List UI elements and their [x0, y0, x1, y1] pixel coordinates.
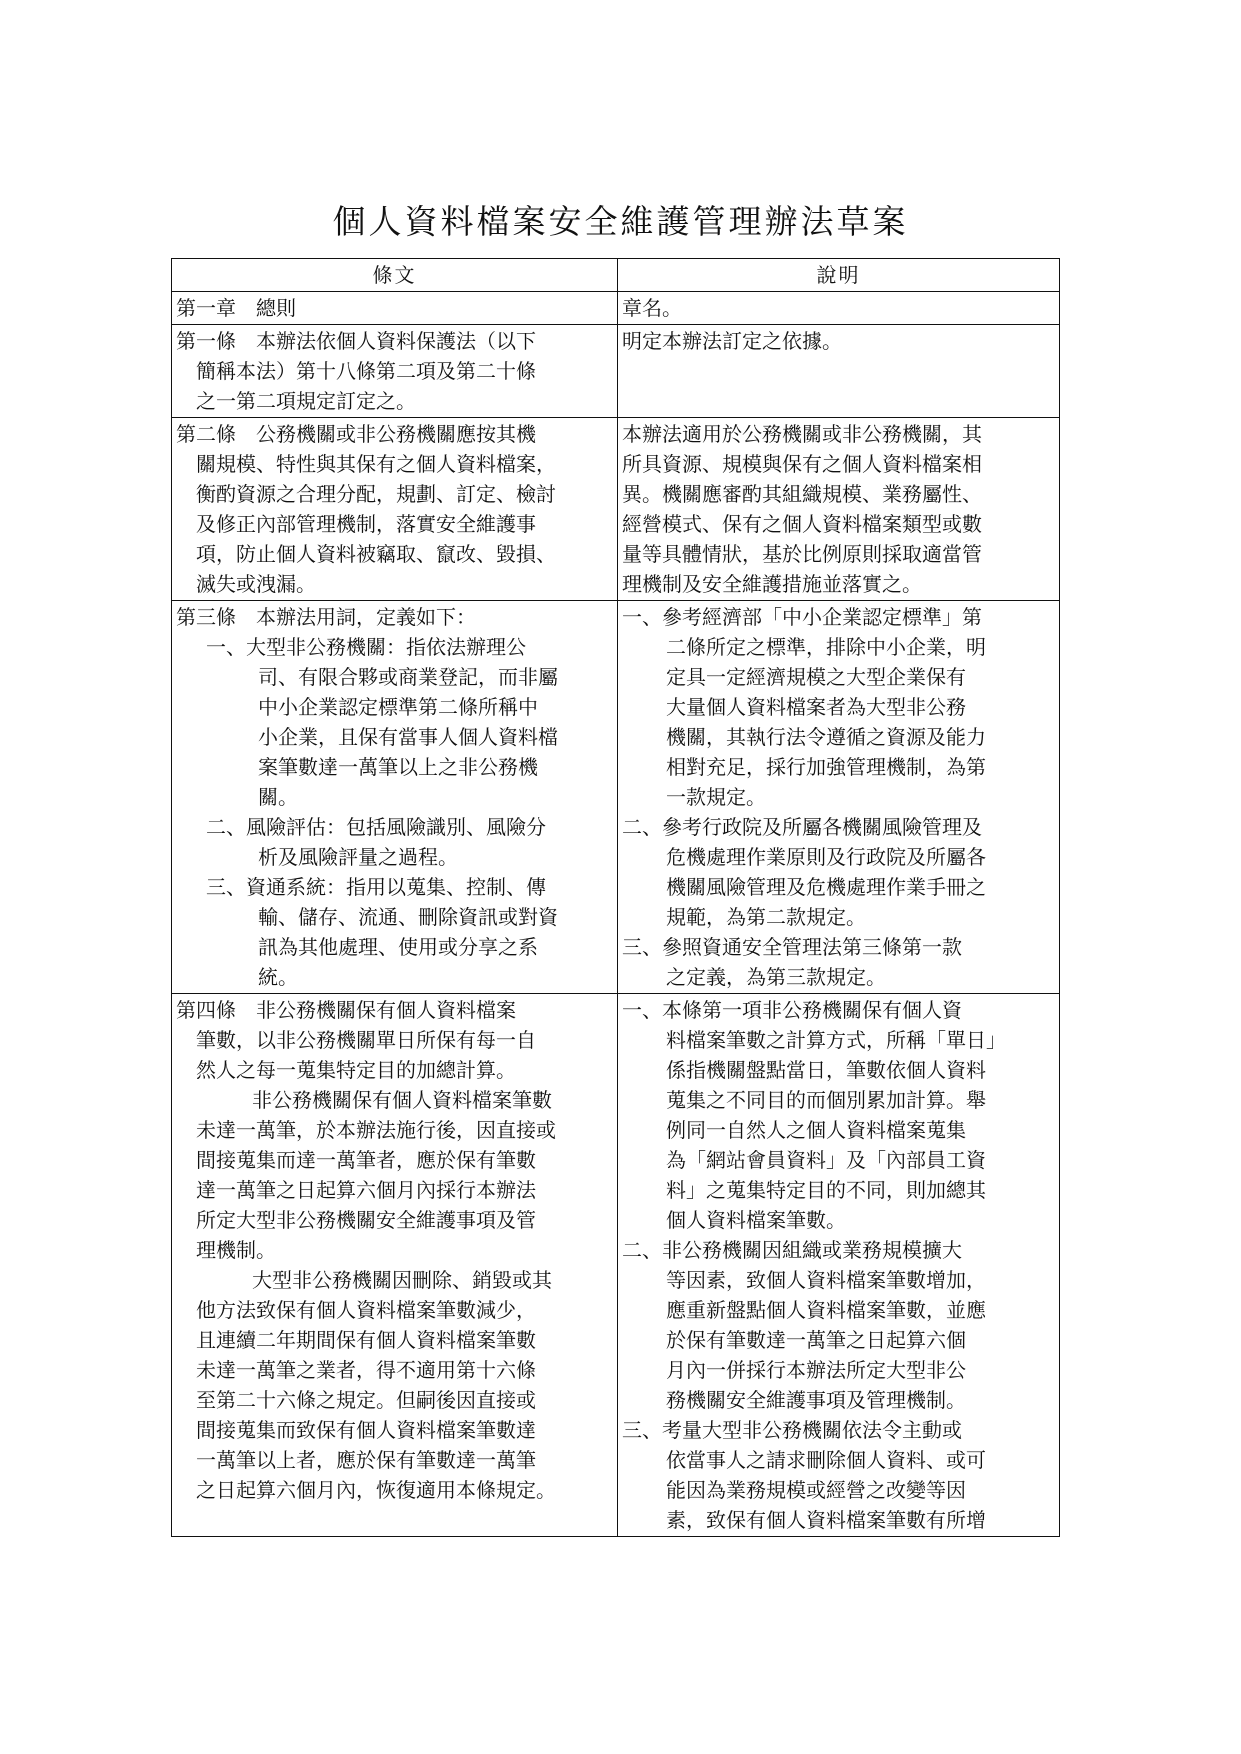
page-title: 個人資料檔案安全維護管理辦法草案: [332, 202, 909, 241]
explanation-line: 依當事人之請求刪除個人資料、或可: [666, 1448, 986, 1472]
article-line: 衡酌資源之合理分配，規劃、訂定、檢討: [196, 482, 556, 506]
explanation-line: 二條所定之標準，排除中小企業，明: [666, 635, 986, 659]
explanation-line: 務機關安全維護事項及管理機制。: [666, 1388, 966, 1412]
table-row: [172, 292, 1060, 325]
article-line: 間接蒐集而達一萬筆者，應於保有筆數: [196, 1148, 536, 1172]
article-line: 筆數，以非公務機關單日所保有每一自: [196, 1028, 536, 1052]
explanation-line: 蒐集之不同目的而個別累加計算。舉: [666, 1088, 986, 1112]
explanation-line: 規範，為第二款規定。: [666, 905, 866, 929]
article-line: 之日起算六個月內，恢復適用本條規定。: [196, 1478, 556, 1502]
article-line: 且連續二年期間保有個人資料檔案筆數: [196, 1328, 536, 1352]
article-line: 第一章 總則: [176, 296, 296, 320]
article-line: 滅失或洩漏。: [196, 572, 316, 596]
definition-item-line: 輸、儲存、流通、刪除資訊或對資: [258, 905, 558, 929]
article-line: 未達一萬筆，於本辦法施行後，因直接或: [196, 1118, 556, 1142]
explanation-item: 二、參考行政院及所屬各機關風險管理及: [622, 815, 982, 839]
article-line: 關規模、特性與其保有之個人資料檔案，: [196, 452, 556, 476]
explanation-line: 月內一併採行本辦法所定大型非公: [666, 1358, 966, 1382]
definition-item-line: 案筆數達一萬筆以上之非公務機: [258, 755, 538, 779]
article-line: 未達一萬筆之業者，得不適用第十六條: [196, 1358, 536, 1382]
column-header-article: 條文: [172, 259, 618, 292]
article-cell: [172, 601, 618, 994]
explanation-line: 理機制及安全維護措施並落實之。: [622, 572, 922, 596]
article-line: 他方法致保有個人資料檔案筆數減少，: [196, 1298, 536, 1322]
explanation-line: 個人資料檔案筆數。: [666, 1208, 846, 1232]
article-cell: [172, 325, 618, 418]
definition-item-line: 小企業，且保有當事人個人資料檔: [258, 725, 558, 749]
explanation-line: 能因為業務規模或經營之改變等因: [666, 1478, 966, 1502]
explanation-line: 料」之蒐集特定目的不同，則加總其: [666, 1178, 986, 1202]
definition-item-line: 析及風險評量之過程。: [258, 845, 458, 869]
explanation-cell: [618, 601, 1060, 994]
definition-item-line: 統。: [258, 965, 298, 989]
explanation-line: 於保有筆數達一萬筆之日起算六個: [666, 1328, 966, 1352]
explanation-line: 係指機關盤點當日，筆數依個人資料: [666, 1058, 986, 1082]
article-line: 第二條 公務機關或非公務機關應按其機: [176, 422, 536, 446]
article-cell: [172, 418, 618, 601]
definition-item: 三、資通系統：指用以蒐集、控制、傳: [206, 875, 546, 899]
article-line: 及修正內部管理機制，落實安全維護事: [196, 512, 536, 536]
explanation-line: 危機處理作業原則及行政院及所屬各: [666, 845, 986, 869]
table-row: [172, 601, 1060, 994]
explanation-line: 一款規定。: [666, 785, 766, 809]
table-row: [172, 418, 1060, 601]
table-row: [172, 325, 1060, 418]
explanation-line: 之定義，為第三款規定。: [666, 965, 886, 989]
explanation-cell: [618, 325, 1060, 418]
paragraph-start: 非公務機關保有個人資料檔案筆數: [252, 1088, 552, 1112]
explanation-cell: [618, 418, 1060, 601]
explanation-line: 章名。: [622, 296, 682, 320]
explanation-line: 例同一自然人之個人資料檔案蒐集: [666, 1118, 966, 1142]
article-cell: [172, 994, 618, 1537]
explanation-line: 本辦法適用於公務機關或非公務機關，其: [622, 422, 982, 446]
explanation-cell: [618, 994, 1060, 1537]
article-cell: [172, 292, 618, 325]
article-line: 至第二十六條之規定。但嗣後因直接或: [196, 1388, 536, 1412]
explanation-item: 一、本條第一項非公務機關保有個人資: [622, 998, 962, 1022]
article-line: 間接蒐集而致保有個人資料檔案筆數達: [196, 1418, 536, 1442]
explanation-line: 機關，其執行法令遵循之資源及能力: [666, 725, 986, 749]
explanation-line: 應重新盤點個人資料檔案筆數，並應: [666, 1298, 986, 1322]
explanation-cell: [618, 292, 1060, 325]
definition-item-line: 司、有限合夥或商業登記，而非屬: [258, 665, 558, 689]
article-line: 第一條 本辦法依個人資料保護法（以下: [176, 329, 536, 353]
explanation-line: 等因素，致個人資料檔案筆數增加，: [666, 1268, 986, 1292]
table-row: [172, 994, 1060, 1537]
article-line: 然人之每一蒐集特定目的加總計算。: [196, 1058, 516, 1082]
regulation-table: [171, 258, 1060, 1537]
definition-item: 二、風險評估：包括風險識別、風險分: [206, 815, 546, 839]
explanation-line: 定具一定經濟規模之大型企業保有: [666, 665, 966, 689]
explanation-line: 經營模式、保有之個人資料檔案類型或數: [622, 512, 982, 536]
definition-item-line: 關。: [258, 785, 298, 809]
explanation-item: 三、參照資通安全管理法第三條第一款: [622, 935, 962, 959]
article-line: 第四條 非公務機關保有個人資料檔案: [176, 998, 516, 1022]
explanation-line: 素，致保有個人資料檔案筆數有所增: [666, 1508, 986, 1532]
definition-item: 一、大型非公務機關：指依法辦理公: [206, 635, 526, 659]
article-line: 所定大型非公務機關安全維護事項及管: [196, 1208, 536, 1232]
explanation-line: 大量個人資料檔案者為大型非公務: [666, 695, 966, 719]
explanation-item: 一、參考經濟部「中小企業認定標準」第: [622, 605, 982, 629]
paragraph-start: 大型非公務機關因刪除、銷毀或其: [252, 1268, 552, 1292]
explanation-line: 相對充足，採行加強管理機制，為第: [666, 755, 986, 779]
article-line: 項，防止個人資料被竊取、竄改、毀損、: [196, 542, 556, 566]
explanation-item: 三、考量大型非公務機關依法令主動或: [622, 1418, 962, 1442]
article-line: 之一第二項規定訂定之。: [196, 389, 416, 413]
explanation-line: 機關風險管理及危機處理作業手冊之: [666, 875, 986, 899]
explanation-line: 量等具體情狀，基於比例原則採取適當管: [622, 542, 982, 566]
article-line: 一萬筆以上者，應於保有筆數達一萬筆: [196, 1448, 536, 1472]
article-line: 理機制。: [196, 1238, 276, 1262]
explanation-line: 料檔案筆數之計算方式，所稱「單日」: [666, 1028, 1006, 1052]
explanation-line: 異。機關應審酌其組織規模、業務屬性、: [622, 482, 982, 506]
explanation-line: 明定本辦法訂定之依據。: [622, 329, 842, 353]
article-line: 達一萬筆之日起算六個月內採行本辦法: [196, 1178, 536, 1202]
column-header-explanation: 說明: [618, 259, 1060, 292]
table-header-row: [172, 259, 1060, 292]
explanation-line: 所具資源、規模與保有之個人資料檔案相: [622, 452, 982, 476]
article-line: 簡稱本法）第十八條第二項及第二十條: [196, 359, 536, 383]
article-line: 第三條 本辦法用詞，定義如下：: [176, 605, 476, 629]
explanation-item: 二、非公務機關因組織或業務規模擴大: [622, 1238, 962, 1262]
explanation-line: 為「網站會員資料」及「內部員工資: [666, 1148, 986, 1172]
definition-item-line: 訊為其他處理、使用或分享之系: [258, 935, 538, 959]
definition-item-line: 中小企業認定標準第二條所稱中: [258, 695, 538, 719]
